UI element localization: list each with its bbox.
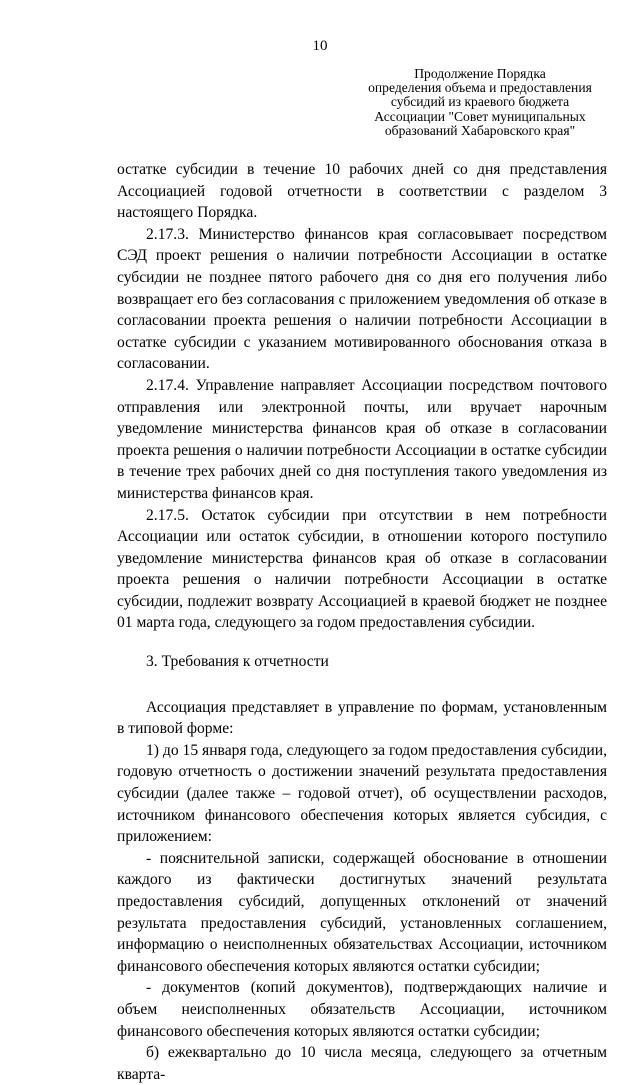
paragraph-2-17-4: 2.17.4. Управление направляет Ассоциации посредством почтового отправления или электронной почты, или вручает нарочным уведомление министерства финансов края об отказе в согласовании проекта решения о наличии потребности Ассоциации в остатке субсидии в течение трех рабочих дней со дня поступления такого уведомления из министерства финансов края. (117, 376, 607, 502)
paragraph-continuation: остатке субсидии в течение 10 рабочих дней со дня представления Ассоциацией годовой отчетности в соответствии с разделом 3 настоящего Порядка. (117, 161, 607, 222)
paragraph-item-b: б) ежеквартально до 10 числа месяца, следующего за отчетным кварта- (117, 1044, 607, 1083)
header-line: субсидий из краевого бюджета (390, 94, 570, 110)
paragraph-item-1: 1) до 15 января года, следующего за годом предоставления субсидии, годовую отчетность о достижении значений результата предоставления субсидии (далее также – годовой отчет), об осуществлении расходов, источником финансового обеспечения которых является субсидия, с приложением: (117, 741, 607, 846)
header-line: Ассоциации "Совет муниципальных (374, 108, 586, 124)
header-line: определения объема и предоставления (368, 80, 592, 96)
paragraph-2-17-5: 2.17.5. Остаток субсидии при отсутствии в нем потребности Ассоциации или остаток субсидии, в отношении которого поступило уведомление министерства финансов края об отказе в согласовании проекта решения о наличии потребности Ассоциации в остатке субсидии, подлежит возврату Ассоциацией в краевой бюджет не позднее 01 марта года, следующего за годом предоставления субсидии. (117, 506, 607, 632)
header-line: образований Хабаровского края" (384, 122, 576, 138)
paragraph-2-17-3: 2.17.3. Министерство финансов края согласовывает посредством СЭД проект решения о наличии потребности Ассоциации в остатке субсидии не позднее пятого рабочего дня со дня его получения либо возвращает его без согласования с приложением уведомления об отказе в согласовании проекта решения о наличии потребности Ассоциации в остатке субсидии с указанием мотивированного обоснования отказа в согласовании. (117, 225, 607, 373)
page-number: 10 (312, 38, 328, 54)
header-line: Продолжение Порядка (414, 66, 546, 81)
section-heading: 3. Требования к отчетности (146, 653, 329, 671)
document-body (117, 159, 607, 1085)
paragraph-documents: - документов (копий документов), подтверждающих наличие и объем неисполненных обязательств Ассоциации, источником финансового обеспечения которых являются остатки субсидии; (117, 979, 607, 1040)
paragraph-intro: Ассоциация представляет в управление по формам, установленным в типовой форме: (117, 698, 607, 738)
document-header (360, 67, 600, 138)
paragraph-explanatory-note: - пояснительной записки, содержащей обоснование в отношении каждого из фактически достигнутых значений результата предоставления субсидий, допущенных отклонений от значений результата предоставления субсидий, установленных соглашением, информацию о неисполненных обязательствах Ассоциации, источником финансового обеспечения которых являются остатки субсидии; (117, 849, 607, 975)
